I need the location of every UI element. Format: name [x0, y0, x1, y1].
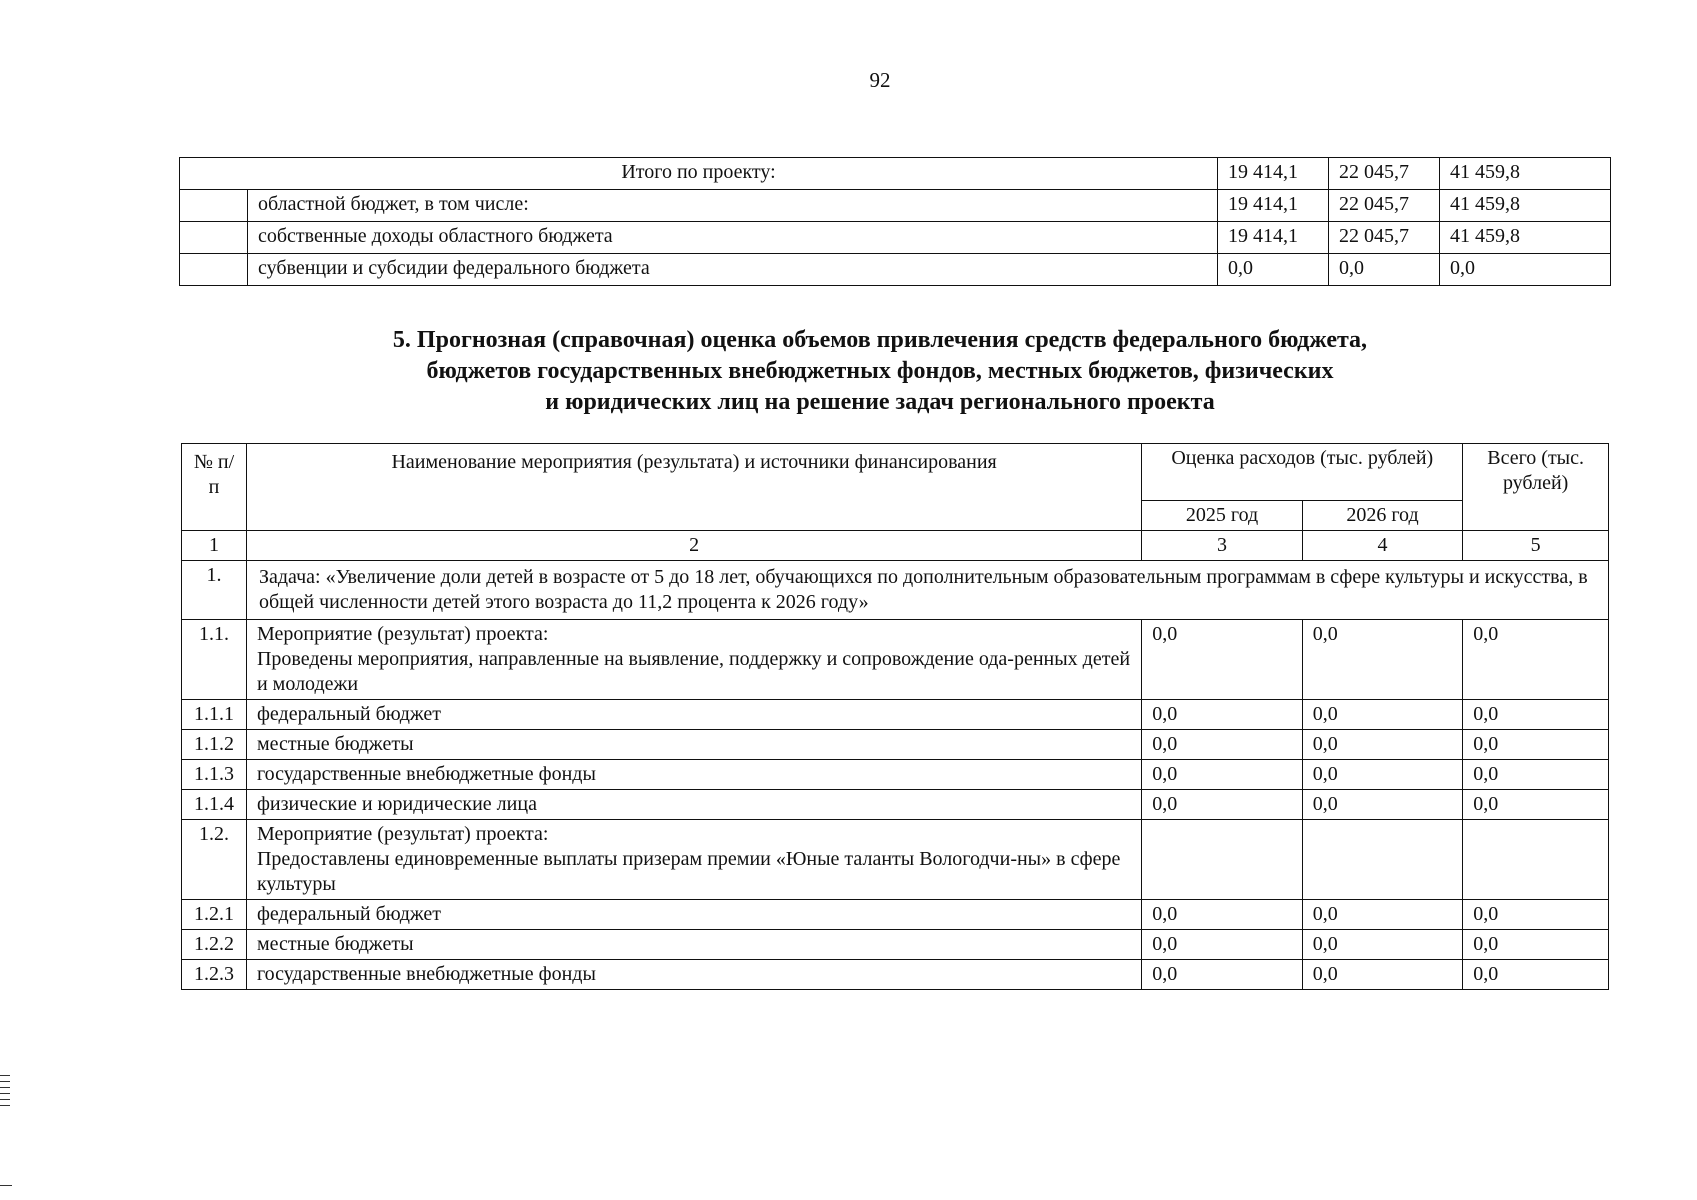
row-value: 0,0 — [1142, 700, 1302, 730]
row-value: 0,0 — [1302, 760, 1462, 790]
row-value: 0,0 — [1302, 700, 1462, 730]
row-value: 0,0 — [1463, 930, 1609, 960]
table-row — [182, 700, 1609, 730]
row-value: 0,0 — [1142, 960, 1302, 990]
row-value: 0,0 — [1302, 730, 1462, 760]
row-num: 1.1.4 — [182, 790, 247, 820]
header-estimate: Оценка расходов (тыс. рублей) — [1142, 444, 1463, 501]
row-value — [1463, 820, 1609, 900]
section-heading-line: и юридических лиц на решение задач регионального проекта — [545, 389, 1215, 415]
row-value: 0,0 — [1302, 960, 1462, 990]
summary-label: Итого по проекту: — [180, 158, 1218, 190]
row-num: 1.2. — [182, 820, 247, 900]
margin-dash — [0, 1185, 12, 1186]
header-year: 2026 год — [1302, 501, 1462, 531]
column-number-row — [182, 531, 1609, 561]
summary-num — [180, 254, 248, 286]
section-heading-line: бюджетов государственных внебюджетных фондов, местных бюджетов, физических — [426, 358, 1334, 384]
summary-row — [180, 190, 1611, 222]
summary-num — [180, 190, 248, 222]
column-number: 1 — [182, 531, 247, 561]
row-value: 0,0 — [1463, 960, 1609, 990]
row-name-line: Мероприятие (результат) проекта: — [256, 823, 549, 845]
row-name: физические и юридические лица — [246, 790, 1141, 820]
row-num: 1.1. — [182, 620, 247, 700]
header-row — [182, 444, 1609, 501]
row-value: 0,0 — [1142, 730, 1302, 760]
margin-marks — [0, 1075, 10, 1111]
column-number: 4 — [1302, 531, 1462, 561]
table-row — [182, 620, 1609, 700]
header-total: Всего (тыс. рублей) — [1463, 444, 1609, 531]
table-row — [182, 960, 1609, 990]
row-name — [246, 820, 1141, 900]
row-name-line: Мероприятие (результат) проекта: — [256, 623, 549, 645]
row-name: государственные внебюджетные фонды — [246, 960, 1141, 990]
summary-row — [180, 254, 1611, 286]
column-number: 3 — [1142, 531, 1302, 561]
table-row — [182, 900, 1609, 930]
summary-value: 41 459,8 — [1440, 158, 1611, 190]
row-value: 0,0 — [1302, 620, 1462, 700]
summary-value: 19 414,1 — [1218, 158, 1329, 190]
row-value — [1302, 820, 1462, 900]
row-name: государственные внебюджетные фонды — [246, 760, 1141, 790]
row-name: местные бюджеты — [246, 730, 1141, 760]
section-heading-line: 5. Прогнозная (справочная) оценка объемов привлечения средств федерального бюджета, — [392, 327, 1368, 353]
summary-value: 41 459,8 — [1440, 190, 1611, 222]
row-num: 1.2.2 — [182, 930, 247, 960]
summary-row — [180, 222, 1611, 254]
summary-label: субвенции и субсидии федерального бюджета — [248, 254, 1218, 286]
row-value: 0,0 — [1463, 730, 1609, 760]
row-num: 1.2.1 — [182, 900, 247, 930]
row-num: 1.2.3 — [182, 960, 247, 990]
row-value: 0,0 — [1463, 620, 1609, 700]
task-text: Задача: «Увеличение доли детей в возрасте от 5 до 18 лет, обучающихся по дополнительным образовательным программам в сфере культуры и искусства, в общей численности детей этого возраста до 11,2 процента к 2026 году» — [246, 561, 1608, 620]
table-row — [182, 930, 1609, 960]
row-value: 0,0 — [1463, 900, 1609, 930]
task-row — [182, 561, 1609, 620]
row-name-line: Предоставлены единовременные выплаты призерам премии «Юные таланты Вологодчи-ны» в сфере культуры — [256, 848, 1121, 895]
row-value: 0,0 — [1142, 790, 1302, 820]
column-number: 2 — [246, 531, 1141, 561]
summary-value: 0,0 — [1218, 254, 1329, 286]
summary-value: 22 045,7 — [1329, 158, 1440, 190]
page-number: 92 — [869, 68, 891, 92]
summary-value: 0,0 — [1440, 254, 1611, 286]
section-heading — [280, 325, 1480, 418]
row-value: 0,0 — [1463, 760, 1609, 790]
row-value: 0,0 — [1142, 760, 1302, 790]
row-name-line: Проведены мероприятия, направленные на выявление, поддержку и сопровождение ода-ренных детей и молодежи — [256, 648, 1131, 695]
row-value: 0,0 — [1142, 620, 1302, 700]
header-year: 2025 год — [1142, 501, 1302, 531]
row-name: федеральный бюджет — [246, 900, 1141, 930]
row-value: 0,0 — [1302, 930, 1462, 960]
row-value: 0,0 — [1302, 900, 1462, 930]
row-name: федеральный бюджет — [246, 700, 1141, 730]
summary-value: 19 414,1 — [1218, 190, 1329, 222]
summary-value: 19 414,1 — [1218, 222, 1329, 254]
summary-num — [180, 222, 248, 254]
row-name: местные бюджеты — [246, 930, 1141, 960]
row-num: 1.1.3 — [182, 760, 247, 790]
row-value: 0,0 — [1142, 900, 1302, 930]
table-row — [182, 790, 1609, 820]
column-number: 5 — [1463, 531, 1609, 561]
row-value: 0,0 — [1142, 930, 1302, 960]
row-value: 0,0 — [1463, 700, 1609, 730]
table-row — [182, 820, 1609, 900]
summary-label: собственные доходы областного бюджета — [248, 222, 1218, 254]
summary-value: 41 459,8 — [1440, 222, 1611, 254]
header-num: № п/п — [182, 444, 247, 531]
row-num: 1.1.2 — [182, 730, 247, 760]
row-value: 0,0 — [1463, 790, 1609, 820]
row-value — [1142, 820, 1302, 900]
row-name — [246, 620, 1141, 700]
row-num: 1.1.1 — [182, 700, 247, 730]
summary-value: 22 045,7 — [1329, 222, 1440, 254]
summary-value: 22 045,7 — [1329, 190, 1440, 222]
header-name: Наименование мероприятия (результата) и источники финансирования — [246, 444, 1141, 531]
summary-label: областной бюджет, в том числе: — [248, 190, 1218, 222]
summary-value: 0,0 — [1329, 254, 1440, 286]
financing-table — [181, 443, 1609, 990]
summary-table — [179, 157, 1611, 286]
table-row — [182, 730, 1609, 760]
table-row — [182, 760, 1609, 790]
summary-row-total — [180, 158, 1611, 190]
task-num: 1. — [182, 561, 247, 620]
row-value: 0,0 — [1302, 790, 1462, 820]
